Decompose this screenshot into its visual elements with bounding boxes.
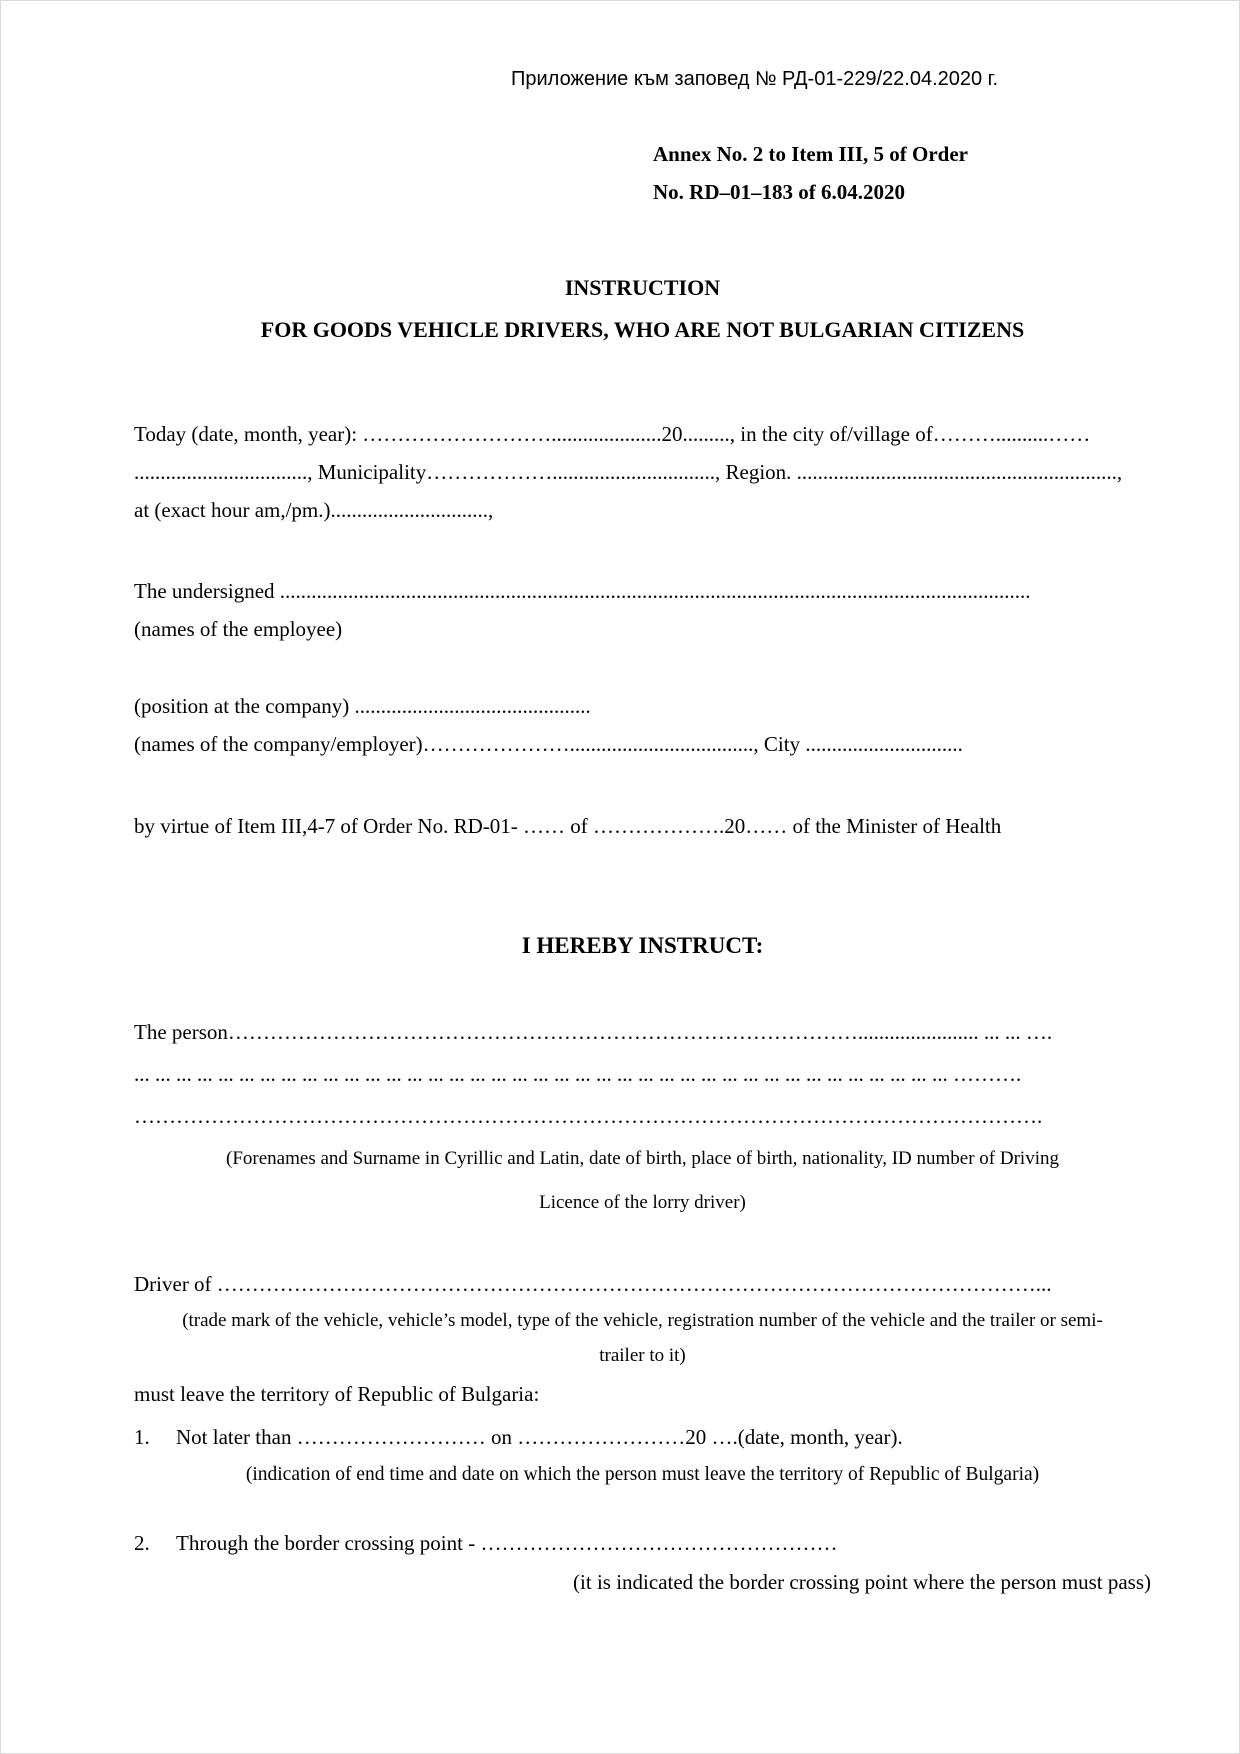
position-fill-line: (position at the company) ............................................. [134, 694, 591, 718]
vehicle-caption-line-1: (trade mark of the vehicle, vehicle’s model, type of the vehicle, registration number of the vehicle and the trailer or semi- [182, 1310, 1103, 1331]
instruction-item-2 [134, 1524, 1151, 1602]
document-content [1, 1, 1239, 1602]
person-fill-line-1: The person………………………………………………………………………………....................... ... ... …. [134, 1020, 1053, 1044]
item-2-text: Through the border crossing point - …………………………………………… [176, 1531, 838, 1555]
driver-of-fill-line: Driver of ………………………………………………………………………………………………………... [134, 1272, 1052, 1296]
company-fill-line: (names of the company/employer)…………………..................................., City .............................. [134, 732, 963, 756]
undersigned-fill-line: The undersigned ............................................................................................................................................... [134, 579, 1031, 603]
instruction-item-1 [134, 1418, 1151, 1494]
undersigned-section [134, 572, 1151, 648]
document-title-line-2: FOR GOODS VEHICLE DRIVERS, WHO ARE NOT BULGARIAN CITIZENS [260, 317, 1025, 342]
person-fill-line-3: …………………………………………………………………………………………………………………. [134, 1104, 1043, 1128]
undersigned-caption: (names of the employee) [134, 617, 343, 641]
item-1-text: Not later than ……………………… on ……………………20 ….(date, month, year). [176, 1425, 903, 1449]
company-section [134, 687, 1151, 763]
person-section [134, 1011, 1151, 1225]
item-2-number: 2. [134, 1531, 150, 1555]
annex-reference-line-1: Annex No. 2 to Item III, 5 of Order [653, 142, 968, 166]
person-caption-line-2: Licence of the lorry driver) [539, 1192, 746, 1213]
order-annex-note-cyrillic: Приложение към заповед № РД-01-229/22.04.2020 г. [511, 68, 999, 90]
person-fill-line-2: ... ... ... ... ... ... ... ... ... ... ... ... ... ... ... ... ... ... ... ... ... ... ... ... ... ... ... ... ... ... ... ... ... ... ... ... ... ... ... ………. [134, 1062, 1022, 1086]
document-title-line-1: INSTRUCTION [564, 275, 721, 300]
must-leave-line: must leave the territory of Republic of Bulgaria: [134, 1382, 540, 1406]
annex-reference-line-2: No. RD–01–183 of 6.04.2020 [653, 180, 905, 204]
legal-basis-section [134, 807, 1151, 845]
item-2-caption: (it is indicated the border crossing point where the person must pass) [573, 1570, 1151, 1594]
instruct-heading: I HEREBY INSTRUCT: [521, 933, 764, 958]
vehicle-section [134, 1265, 1151, 1413]
date-place-line-3: at (exact hour am,/pm.).............................., [134, 498, 494, 522]
date-place-line-2: ................................., Municipality………………..............................., Region. ............................................................., [134, 460, 1123, 484]
vehicle-caption-line-2: trailer to it) [599, 1345, 686, 1366]
document-title [134, 267, 1151, 351]
item-1-number: 1. [134, 1425, 150, 1449]
date-place-line-1: Today (date, month, year): ……………………….....................20........., in the city of/village of………..........…… [134, 422, 1091, 446]
legal-basis-line: by virtue of Item III,4-7 of Order No. RD-01- …… of ……………….20…… of the Minister of Health [134, 814, 1002, 838]
annex-reference-block [653, 135, 1151, 211]
item-1-caption: (indication of end time and date on which the person must leave the territory of Republic of Bulgaria) [245, 1464, 1040, 1485]
list-item [134, 1524, 1151, 1562]
date-place-paragraph [134, 415, 1151, 529]
person-caption-line-1: (Forenames and Surname in Cyrillic and Latin, date of birth, place of birth, nationality, ID number of Driving [226, 1148, 1059, 1169]
list-item [134, 1418, 1151, 1456]
